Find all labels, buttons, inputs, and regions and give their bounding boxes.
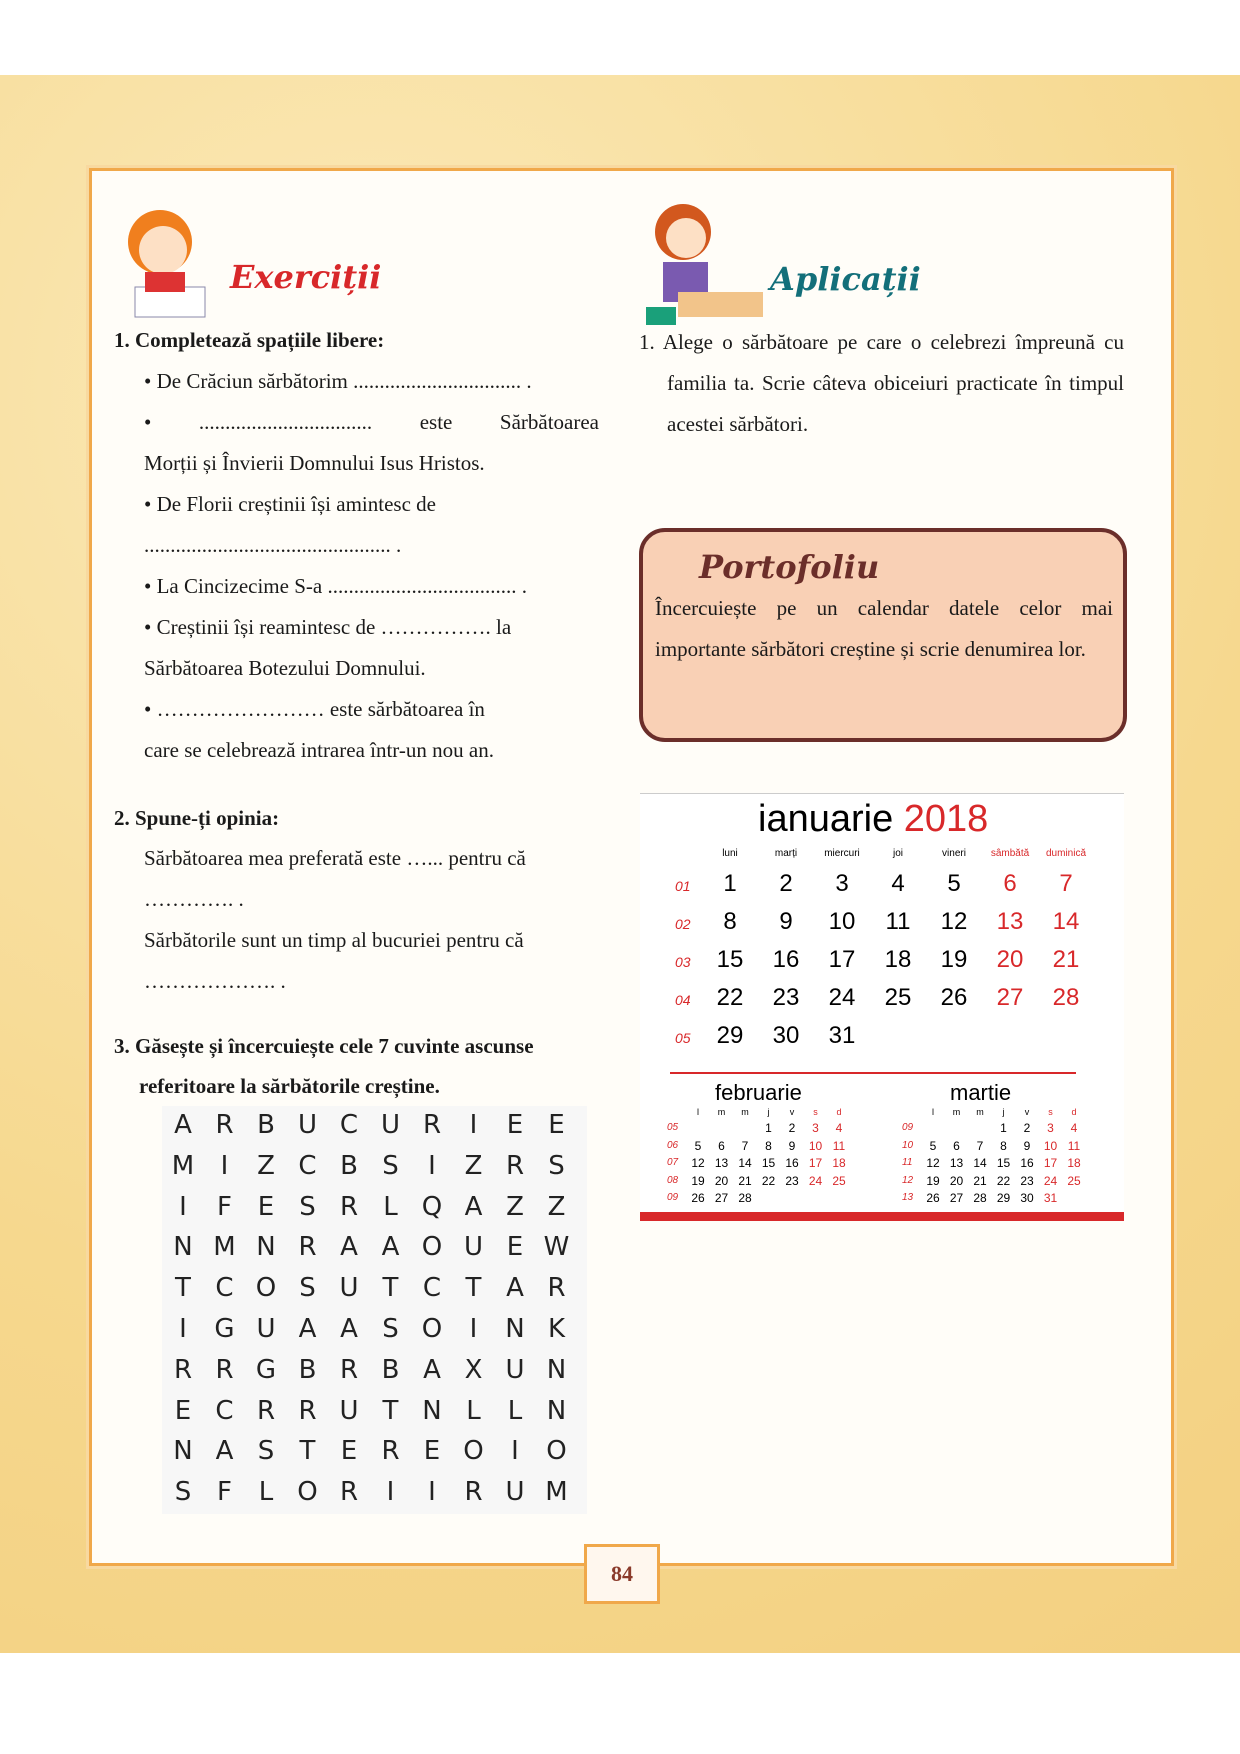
word-search-letter[interactable]: A	[506, 1273, 524, 1304]
exercise-line: care se celebrează intrarea într-un nou an.	[144, 738, 494, 762]
calendar-bottom-bar	[640, 1212, 1124, 1221]
word-search-letter[interactable]: N	[173, 1232, 193, 1263]
word-search-letter[interactable]: R	[298, 1232, 317, 1263]
word-search-letter[interactable]: I	[469, 1314, 478, 1344]
word-search-letter[interactable]: S	[299, 1273, 316, 1304]
word-search-letter[interactable]: U	[339, 1273, 359, 1304]
exercise-line: …………. .	[144, 887, 244, 911]
word-search-letter[interactable]: O	[421, 1314, 443, 1344]
calendar-small-day: 21	[738, 1173, 752, 1188]
calendar-small-day: 3	[812, 1121, 819, 1135]
word-search-letter[interactable]: A	[215, 1436, 234, 1467]
calendar-day[interactable]: 21	[1052, 946, 1080, 973]
calendar-week-number: 03	[675, 954, 691, 970]
exercise-line: • …………………… este sărbătoarea în	[144, 697, 485, 721]
portfolio-box	[639, 528, 1127, 742]
calendar-small-day: 7	[976, 1138, 984, 1153]
word-search-letter[interactable]: N	[546, 1354, 567, 1385]
calendar-day[interactable]: 25	[884, 984, 912, 1011]
calendar-week-number: 01	[675, 878, 691, 894]
exercise-line: • De Florii creștinii își amintesc de	[144, 492, 436, 516]
page-number: 84	[584, 1544, 660, 1604]
calendar-small-day-header: m	[976, 1107, 984, 1117]
calendar-small-day-header: s	[1048, 1107, 1053, 1117]
exercise-line: • De Crăciun sărbătorim ................................ .	[144, 369, 532, 393]
word-search-letter[interactable]: U	[297, 1110, 318, 1140]
word-search-letter[interactable]: A	[381, 1232, 400, 1263]
calendar-small-day: 26	[691, 1191, 705, 1205]
calendar-day-header: sâmbătă	[990, 848, 1030, 859]
word-search-letter[interactable]: U	[505, 1354, 525, 1385]
word-search-letter[interactable]: T	[382, 1395, 399, 1426]
calendar-small-day-header: m	[741, 1107, 749, 1117]
calendar-small-day: 27	[949, 1191, 964, 1205]
calendar-day-header: joi	[892, 848, 903, 859]
calendar-small-day: 8	[1000, 1138, 1007, 1153]
word-search-letter[interactable]: B	[257, 1110, 275, 1140]
word-search-letter[interactable]: C	[339, 1110, 359, 1140]
exercise-line: Sărbătorile sunt un timp al bucuriei pentru că	[144, 928, 524, 952]
calendar-small-day: 19	[926, 1173, 940, 1188]
calendar-small-day-header: s	[813, 1107, 818, 1117]
calendar-small-day: 23	[1020, 1173, 1034, 1188]
calendar-small-day: 16	[785, 1156, 799, 1170]
word-search-letter[interactable]: L	[258, 1477, 274, 1508]
calendar-day[interactable]: 3	[835, 870, 849, 897]
calendar-day[interactable]: 11	[885, 908, 911, 935]
word-search-letter[interactable]: I	[428, 1477, 436, 1508]
calendar-small-day: 24	[1043, 1173, 1058, 1188]
exercise-1-lines	[144, 361, 599, 771]
calendar-small-day-header: v	[1024, 1107, 1030, 1117]
calendar-day[interactable]: 5	[947, 870, 961, 897]
word-search-letter[interactable]: Z	[506, 1191, 524, 1222]
word-search-letter[interactable]: M	[171, 1150, 195, 1181]
calendar-small-day: 7	[741, 1138, 749, 1153]
word-search-letter[interactable]: C	[298, 1150, 317, 1181]
calendar-day[interactable]: 31	[828, 1022, 856, 1049]
calendar-small-week-number: 06	[667, 1139, 679, 1151]
calendar-week-number: 04	[675, 992, 691, 1008]
calendar-small-day: 26	[926, 1191, 940, 1205]
word-search-letter[interactable]: O	[297, 1477, 318, 1508]
calendar-small-day: 17	[808, 1156, 823, 1170]
word-search-letter[interactable]: I	[469, 1110, 478, 1140]
exercise-2-title: 2. Spune-ți opinia:	[114, 806, 280, 830]
calendar-small-day-header: l	[697, 1107, 699, 1117]
word-search-letter[interactable]: I	[511, 1436, 519, 1467]
calendar-small-day: 6	[718, 1138, 725, 1153]
calendar-small-day: 12	[926, 1156, 940, 1170]
word-search-letter[interactable]: O	[421, 1232, 443, 1263]
word-search-letter[interactable]: Z	[464, 1150, 483, 1181]
calendar-small-day: 23	[785, 1173, 799, 1188]
word-search-letter[interactable]: R	[339, 1354, 359, 1385]
word-search-grid[interactable]	[162, 1106, 587, 1514]
word-search-letter[interactable]: N	[422, 1395, 442, 1426]
word-search-letter[interactable]: S	[382, 1150, 399, 1181]
word-search-letter[interactable]: L	[383, 1191, 398, 1222]
calendar-small-day-header: l	[932, 1107, 934, 1117]
word-search-letter[interactable]: I	[428, 1150, 436, 1181]
word-search-letter[interactable]: Z	[547, 1191, 566, 1222]
calendar-small-day: 2	[1023, 1121, 1031, 1135]
calendar-day[interactable]: 22	[716, 984, 744, 1011]
calendar-small-day: 13	[949, 1156, 964, 1170]
calendar-small-day: 6	[953, 1138, 960, 1153]
calendar-day[interactable]: 26	[940, 984, 968, 1011]
calendar-small-day: 1	[765, 1121, 772, 1135]
word-search-letter[interactable]: X	[464, 1354, 483, 1385]
calendar-day[interactable]: 30	[772, 1022, 800, 1049]
calendar-small-day: 16	[1020, 1156, 1034, 1170]
word-search-letter[interactable]: M	[213, 1232, 236, 1263]
word-search-letter[interactable]: T	[465, 1273, 482, 1304]
calendar-small-day: 9	[1023, 1138, 1031, 1153]
calendar-day[interactable]: 12	[940, 908, 968, 935]
girl-illustration	[638, 192, 768, 327]
calendar-small-week-number: 11	[902, 1157, 913, 1168]
word-search-letter[interactable]: S	[174, 1477, 192, 1508]
word-search-letter[interactable]: G	[214, 1314, 235, 1344]
calendar-small-week-number: 09	[667, 1192, 679, 1203]
calendar-small-day: 20	[949, 1173, 964, 1188]
word-search-letter[interactable]: R	[173, 1354, 193, 1385]
calendar-small-day: 11	[1067, 1138, 1081, 1153]
word-search-letter[interactable]: F	[217, 1477, 232, 1508]
word-search-letter[interactable]: I	[179, 1314, 187, 1344]
word-search-letter[interactable]: C	[215, 1395, 234, 1426]
word-search-letter[interactable]: Z	[257, 1150, 275, 1181]
calendar-small-day-header: d	[836, 1107, 842, 1117]
calendar-small-day: 22	[761, 1173, 776, 1188]
word-search-letter[interactable]: N	[505, 1314, 525, 1344]
calendar-day[interactable]: 2	[779, 870, 793, 897]
word-search-letter[interactable]: U	[463, 1232, 484, 1263]
calendar-small-day: 29	[996, 1191, 1011, 1205]
exercise-line: ………………. .	[144, 969, 286, 993]
calendar-year: 2018	[903, 798, 989, 840]
word-search-letter[interactable]: E	[340, 1436, 358, 1467]
calendar-small-day: 18	[1067, 1156, 1081, 1170]
calendar-week-number: 05	[675, 1030, 691, 1046]
calendar-day[interactable]: 29	[716, 1022, 744, 1049]
word-search-letter[interactable]: M	[545, 1477, 568, 1508]
word-search-letter[interactable]: U	[505, 1477, 525, 1508]
calendar-small-day: 18	[832, 1156, 846, 1170]
word-search-letter[interactable]: T	[299, 1436, 316, 1467]
calendar-day[interactable]: 10	[828, 908, 856, 935]
calendar-small-day: 4	[835, 1121, 843, 1135]
word-search-letter[interactable]: A	[298, 1314, 317, 1344]
calendar-small-day: 17	[1043, 1156, 1058, 1170]
exercise-2-lines	[144, 838, 599, 1002]
calendar-small-day: 13	[714, 1156, 729, 1170]
calendar-day[interactable]: 14	[1052, 908, 1080, 935]
calendar-day[interactable]: 27	[996, 984, 1024, 1011]
calendar-day[interactable]: 28	[1052, 984, 1080, 1011]
calendar-small-day-header: v	[789, 1107, 795, 1117]
exercise-line: • ................................. este Sărbătoarea	[144, 410, 599, 434]
word-search-letter[interactable]: A	[340, 1314, 358, 1344]
calendar-small-day: 28	[973, 1191, 987, 1205]
calendar-week-number: 02	[675, 916, 691, 932]
word-search-letter[interactable]: O	[255, 1273, 277, 1304]
calendar-small-day-header: j	[767, 1107, 770, 1117]
portfolio-text: Încercuiește pe un calendar datele celor mai importante sărbători creștine și scrie denumirea lor.	[655, 596, 1113, 661]
word-search-letter[interactable]: R	[298, 1395, 317, 1426]
word-search-letter[interactable]: T	[175, 1273, 191, 1304]
calendar-day[interactable]: 23	[772, 984, 800, 1011]
calendar-small-day-header: m	[717, 1107, 726, 1117]
word-search-letter[interactable]: L	[507, 1395, 523, 1426]
calendar-day[interactable]: 17	[828, 946, 856, 973]
word-search-letter[interactable]: R	[215, 1110, 234, 1140]
calendar-small-day: 10	[1043, 1138, 1058, 1153]
word-search-letter[interactable]: R	[464, 1477, 483, 1508]
word-search-letter[interactable]: I	[179, 1191, 187, 1222]
calendar-day[interactable]: 15	[716, 946, 744, 973]
calendar-small-day: 20	[714, 1173, 729, 1188]
calendar-small-day: 3	[1047, 1121, 1054, 1135]
exercises-title: Exerciții	[230, 258, 382, 296]
exercise-3-title: 3. Găsește și încercuiește cele 7 cuvinte ascunse	[114, 1034, 534, 1058]
word-search-letter[interactable]: N	[546, 1395, 567, 1426]
word-search-letter[interactable]: R	[339, 1191, 359, 1222]
word-search-letter[interactable]: F	[217, 1191, 232, 1222]
word-search-letter[interactable]: E	[174, 1395, 192, 1426]
calendar-day[interactable]: 8	[723, 908, 737, 935]
calendar-day-header: vineri	[942, 848, 966, 859]
calendar-small-month-name: martie	[950, 1080, 1012, 1105]
calendar-small-day: 27	[714, 1191, 729, 1205]
calendar-small-day: 12	[691, 1156, 705, 1170]
calendar-day[interactable]: 24	[828, 984, 856, 1011]
calendar-small-day: 5	[694, 1138, 702, 1153]
calendar-divider	[670, 1072, 1076, 1074]
word-search-letter[interactable]: A	[174, 1110, 192, 1140]
exercise-line: ............................................... .	[144, 533, 402, 557]
word-search-letter[interactable]: G	[255, 1354, 277, 1385]
calendar-small-day: 15	[996, 1156, 1011, 1170]
calendar-day-header: miercuri	[824, 848, 860, 859]
calendar-month	[758, 798, 988, 841]
calendar-small-day: 10	[808, 1138, 823, 1153]
calendar-small-day: 15	[761, 1156, 776, 1170]
calendar-small-day: 24	[808, 1173, 823, 1188]
word-search-letter[interactable]: W	[543, 1232, 570, 1263]
calendar-small-day: 4	[1070, 1121, 1078, 1135]
word-search-letter[interactable]: R	[381, 1436, 400, 1467]
calendar-small-week-number: 09	[902, 1122, 914, 1133]
exercise-line: Morții și Învierii Domnului Isus Hristos.	[144, 451, 485, 475]
applications-title: Aplicații	[770, 260, 921, 298]
word-search-letter[interactable]: C	[215, 1273, 234, 1304]
word-search-letter[interactable]: I	[220, 1150, 229, 1181]
calendar-day[interactable]: 20	[996, 946, 1024, 973]
exercise-line: Sărbătoarea Botezului Domnului.	[144, 656, 426, 680]
word-search-letter[interactable]: I	[386, 1477, 395, 1508]
word-search-letter[interactable]: L	[466, 1395, 481, 1426]
calendar-small-day: 19	[691, 1173, 705, 1188]
calendar-small-day: 25	[1067, 1173, 1081, 1188]
calendar-small-week-number: 10	[902, 1139, 914, 1151]
calendar-day[interactable]: 9	[779, 908, 793, 935]
calendar-small-day: 2	[788, 1121, 796, 1135]
word-search-letter[interactable]: N	[173, 1436, 193, 1467]
word-search-letter[interactable]: A	[340, 1232, 358, 1263]
calendar-day[interactable]: 6	[1003, 870, 1017, 897]
calendar-day[interactable]: 13	[996, 908, 1024, 935]
word-search-letter[interactable]: S	[548, 1150, 565, 1181]
calendar-small-day-header: d	[1071, 1107, 1077, 1117]
calendar-small-week-number: 12	[902, 1174, 914, 1186]
word-search-letter[interactable]: S	[299, 1191, 316, 1222]
word-search-letter[interactable]: E	[423, 1436, 441, 1467]
calendar	[640, 793, 1124, 1221]
word-search-letter[interactable]: O	[546, 1436, 567, 1467]
word-search-letter[interactable]: S	[257, 1436, 275, 1467]
word-search-letter[interactable]: U	[256, 1314, 276, 1344]
word-search-letter[interactable]: E	[506, 1232, 524, 1263]
word-search-letter[interactable]: B	[298, 1354, 317, 1385]
application-1-text: 1. Alege o sărbătoare pe care o celebrezi împreună cu familia ta. Scrie câteva obiceiuri practicate în timpul acestei sărbători.	[639, 330, 1124, 436]
boy-illustration	[115, 192, 215, 322]
calendar-small-day: 31	[1043, 1191, 1058, 1205]
calendar-small-day: 14	[973, 1156, 987, 1170]
word-search-letter[interactable]: T	[382, 1273, 399, 1304]
exercise-1-title: 1. Completează spațiile libere:	[114, 328, 385, 352]
calendar-small-day-header: j	[1002, 1107, 1005, 1117]
word-search-letter[interactable]: R	[215, 1354, 234, 1385]
word-search-letter[interactable]: R	[505, 1150, 525, 1181]
calendar-small-day: 5	[929, 1138, 937, 1153]
calendar-small-day: 28	[738, 1191, 752, 1205]
calendar-day-header: duminică	[1045, 848, 1087, 859]
word-search-letter[interactable]: Q	[421, 1191, 443, 1222]
word-search-letter[interactable]: R	[339, 1477, 359, 1508]
calendar-small-day: 1	[1000, 1121, 1007, 1135]
word-search-letter[interactable]: A	[423, 1354, 441, 1385]
calendar-small-week-number: 07	[667, 1157, 679, 1168]
word-search-letter[interactable]: B	[340, 1150, 358, 1181]
calendar-day-header: luni	[722, 848, 738, 859]
word-search-letter[interactable]: O	[463, 1436, 484, 1467]
calendar-small-day: 21	[973, 1173, 987, 1188]
calendar-small-day: 22	[996, 1173, 1011, 1188]
calendar-small-day-header: m	[952, 1107, 961, 1117]
calendar-day[interactable]: 19	[940, 946, 968, 973]
word-search-letter[interactable]: B	[381, 1354, 400, 1385]
calendar-small-day: 25	[832, 1173, 846, 1188]
calendar-small-week-number: 05	[667, 1122, 679, 1133]
calendar-day[interactable]: 7	[1059, 870, 1073, 897]
word-search-letter[interactable]: K	[547, 1314, 566, 1344]
calendar-small-day: 30	[1020, 1191, 1034, 1205]
exercise-line: • La Cincizecime S-a .................................... .	[144, 574, 527, 598]
word-search-letter[interactable]: N	[256, 1232, 276, 1263]
calendar-day[interactable]: 1	[723, 870, 737, 897]
exercise-line: • Creștinii își reamintesc de ……………. la	[144, 615, 512, 639]
word-search-letter[interactable]: A	[464, 1191, 483, 1222]
calendar-small-week-number: 08	[667, 1174, 679, 1186]
exercise-line: Sărbătoarea mea preferată este …... pentru că	[144, 846, 526, 870]
word-search-letter[interactable]: R	[256, 1395, 276, 1426]
word-search-letter[interactable]: E	[257, 1191, 275, 1222]
word-search-letter[interactable]: E	[548, 1110, 565, 1140]
exercise-3-title-cont: referitoare la sărbătorile creștine.	[139, 1074, 440, 1098]
calendar-small-week-number: 13	[902, 1192, 914, 1203]
calendar-month-name: ianuarie	[758, 798, 894, 840]
portfolio-title: Portofoliu	[699, 548, 880, 586]
calendar-small-day: 14	[738, 1156, 752, 1170]
word-search-letter[interactable]: U	[380, 1110, 401, 1140]
calendar-day[interactable]: 18	[884, 946, 912, 973]
word-search-letter[interactable]: S	[382, 1314, 399, 1344]
word-search-letter[interactable]: R	[547, 1273, 566, 1304]
word-search-letter[interactable]: E	[506, 1110, 524, 1140]
calendar-day-header: marți	[774, 848, 798, 859]
calendar-day[interactable]: 16	[772, 946, 800, 973]
calendar-small-day: 8	[765, 1138, 772, 1153]
calendar-small-day: 11	[832, 1138, 846, 1153]
word-search-letter[interactable]: R	[422, 1110, 442, 1140]
calendar-small-month-name: februarie	[715, 1080, 802, 1105]
calendar-day[interactable]: 4	[891, 870, 905, 897]
calendar-small-day: 9	[788, 1138, 796, 1153]
word-search-letter[interactable]: U	[339, 1395, 359, 1426]
word-search-letter[interactable]: C	[422, 1273, 442, 1304]
